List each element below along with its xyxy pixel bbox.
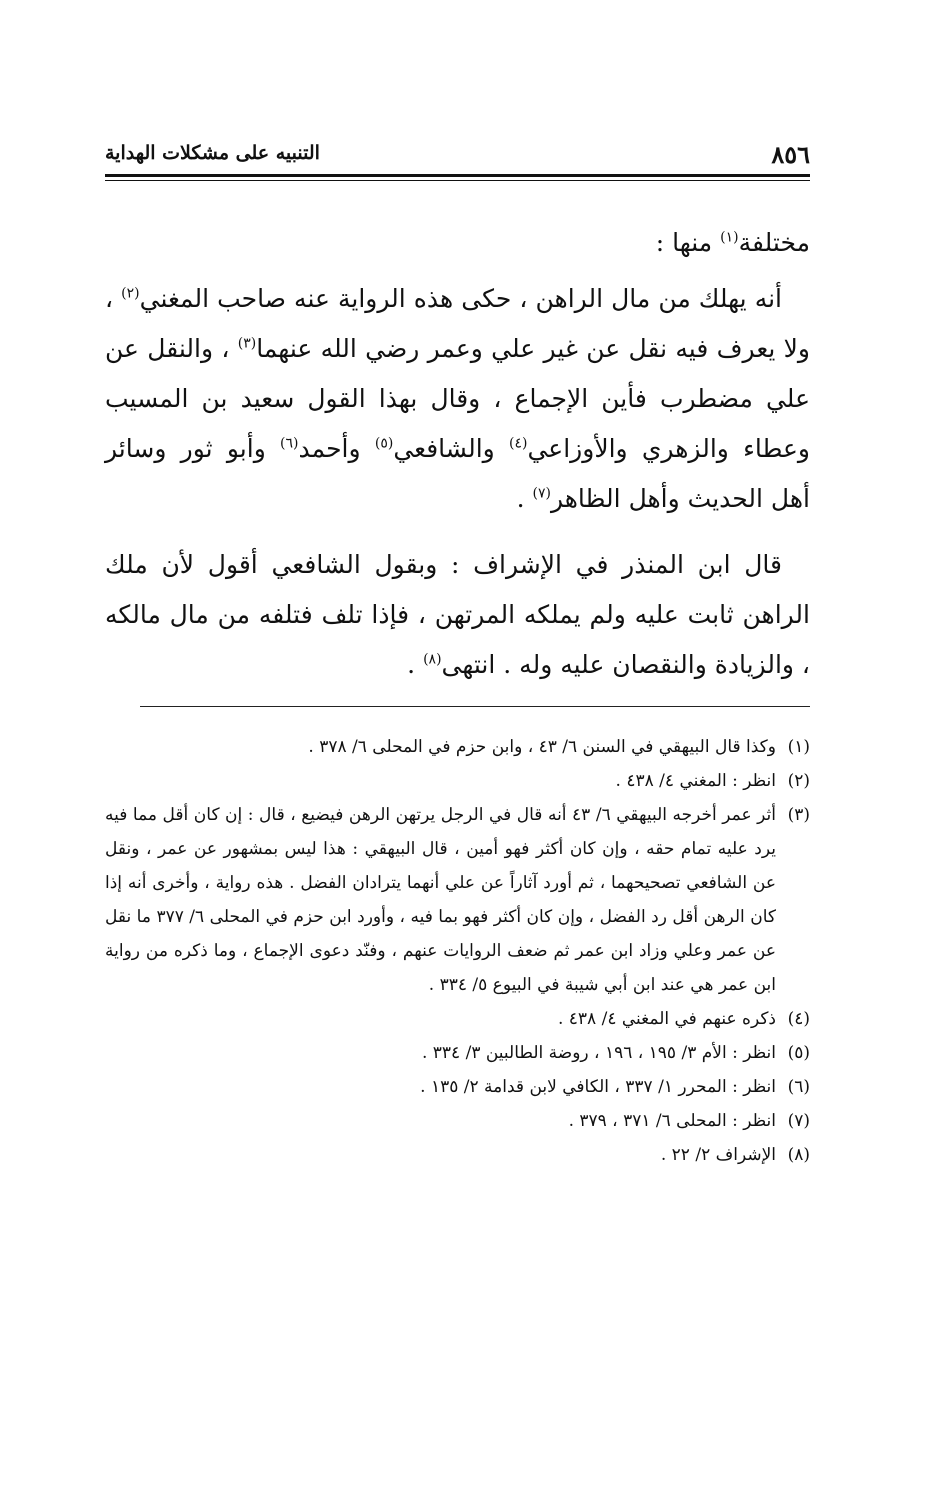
footnote-number: (٧): [787, 1111, 810, 1131]
footnote-text: انظر : المحلى ٦/ ٣٧١ ، ٣٧٩ .: [568, 1111, 776, 1131]
footnote-number: (٢): [787, 771, 810, 791]
footnote: [105, 1070, 810, 1104]
running-title: التنبيه على مشكلات الهداية: [105, 142, 320, 164]
paragraph-3: قال ابن المنذر في الإشراف : وبقول الشافعي أقول لأن ملك الراهن ثابت عليه ولم يملكه المرتهن ، فإذا تلف فتلفه من مال مالكه ، والزيادة والنقصان عليه وله . انتهى$^{(٨)}$ .: [105, 550, 810, 679]
footnote-text: ذكره عنهم في المغني ٤/ ٤٣٨ .: [557, 1009, 776, 1029]
footnote-number: (٣): [787, 805, 810, 825]
footnote-ref-1[interactable]: (١): [720, 229, 739, 246]
footnote: [105, 798, 810, 1002]
main-text: [105, 218, 810, 706]
footnote-number: (١): [787, 737, 810, 757]
footnote-number: (٤): [787, 1009, 810, 1029]
footnote: [105, 1104, 810, 1138]
page-header: [105, 140, 810, 180]
footnote: [105, 1036, 810, 1070]
footnote: [105, 1138, 810, 1172]
header-rule-thick: [105, 174, 810, 177]
footnote-number: (٥): [787, 1043, 810, 1063]
footnote-ref-4[interactable]: (٤): [509, 435, 528, 452]
footnote-text: أثر عمر أخرجه البيهقي ٦/ ٤٣ أنه قال في الرجل يرتهن الرهن فيضيع ، قال : إن كان أقل مما فيه يرد عليه تمام حقه ، وإن كان أكثر فهو أمين ، قال البيهقي : هذا ليس بمشهور عن عمر ، ونقل عن الشافعي تصحيحهما ، ثم أورد آثاراً عن علي أنهما يترادان الفضل . هذه رواية ، وأخرى أنه إذا كان الرهن أقل رد الفضل ، وإن كان أكثر فهو بما فيه ، وأورد ابن حزم في المحلى ٦/ ٣٧٧ ما نقل عن عمر وعلي وزاد ابن عمر ثم ضعف الروايات عنهم ، وفنّد دعوى الإجماع ، وما ذكره من رواية ابن عمر هي عند ابن أبي شيبة في البيوع ٥/ ٣٣٤ .: [105, 805, 776, 995]
footnote-divider: [140, 706, 810, 707]
footnote-ref-5[interactable]: (٥): [374, 435, 394, 452]
footnote-ref-7[interactable]: (٧): [532, 485, 551, 502]
paragraph-2: أنه يهلك من مال الراهن ، حكى هذه الرواية عنه صاحب المغني$^{(٢)}$ ، ولا يعرف فيه نقل عن غير علي وعمر رضي الله عنهما$^{(٣)}$ ، والنقل عن علي مضطرب فأين الإجماع ، وقال بهذا القول سعيد بن المسيب وعطاء والزهري والأوزاعي$^{(٤)}$ والشافعي$^{(٥)}$ وأحمد$^{(٦)}$ وأبو ثور وسائر أهل الحديث وأهل الظاهر$^{(٧)}$ .: [105, 284, 810, 513]
footnote: [105, 1002, 810, 1036]
footnote-text: الإشراف ٢/ ٢٢ .: [660, 1145, 776, 1165]
footnote-number: (٦): [787, 1077, 810, 1097]
page-number: ٨٥٦: [771, 140, 810, 169]
paragraph-1: مختلفة$^{(١)}$ منها :: [655, 228, 810, 257]
footnote-ref-2[interactable]: (٢): [121, 285, 140, 302]
footnote-ref-6[interactable]: (٦): [280, 435, 299, 452]
header-rule-thin: [105, 180, 810, 181]
footnote: [105, 730, 810, 764]
footnotes: [105, 730, 810, 1172]
footnote: [105, 764, 810, 798]
footnote-ref-8[interactable]: (٨): [423, 651, 442, 668]
footnote-text: وكذا قال البيهقي في السنن ٦/ ٤٣ ، وابن حزم في المحلى ٦/ ٣٧٨ .: [308, 737, 776, 757]
footnote-text: انظر : المحرر ١/ ٣٣٧ ، الكافي لابن قدامة ٢/ ١٣٥ .: [420, 1077, 776, 1097]
footnote-text: انظر : الأم ٣/ ١٩٥ ، ١٩٦ ، روضة الطالبين ٣/ ٣٣٤ .: [421, 1043, 776, 1063]
footnote-text: انظر : المغني ٤/ ٤٣٨ .: [615, 771, 776, 791]
footnote-ref-3[interactable]: (٣): [237, 335, 257, 352]
footnote-number: (٨): [787, 1145, 810, 1165]
